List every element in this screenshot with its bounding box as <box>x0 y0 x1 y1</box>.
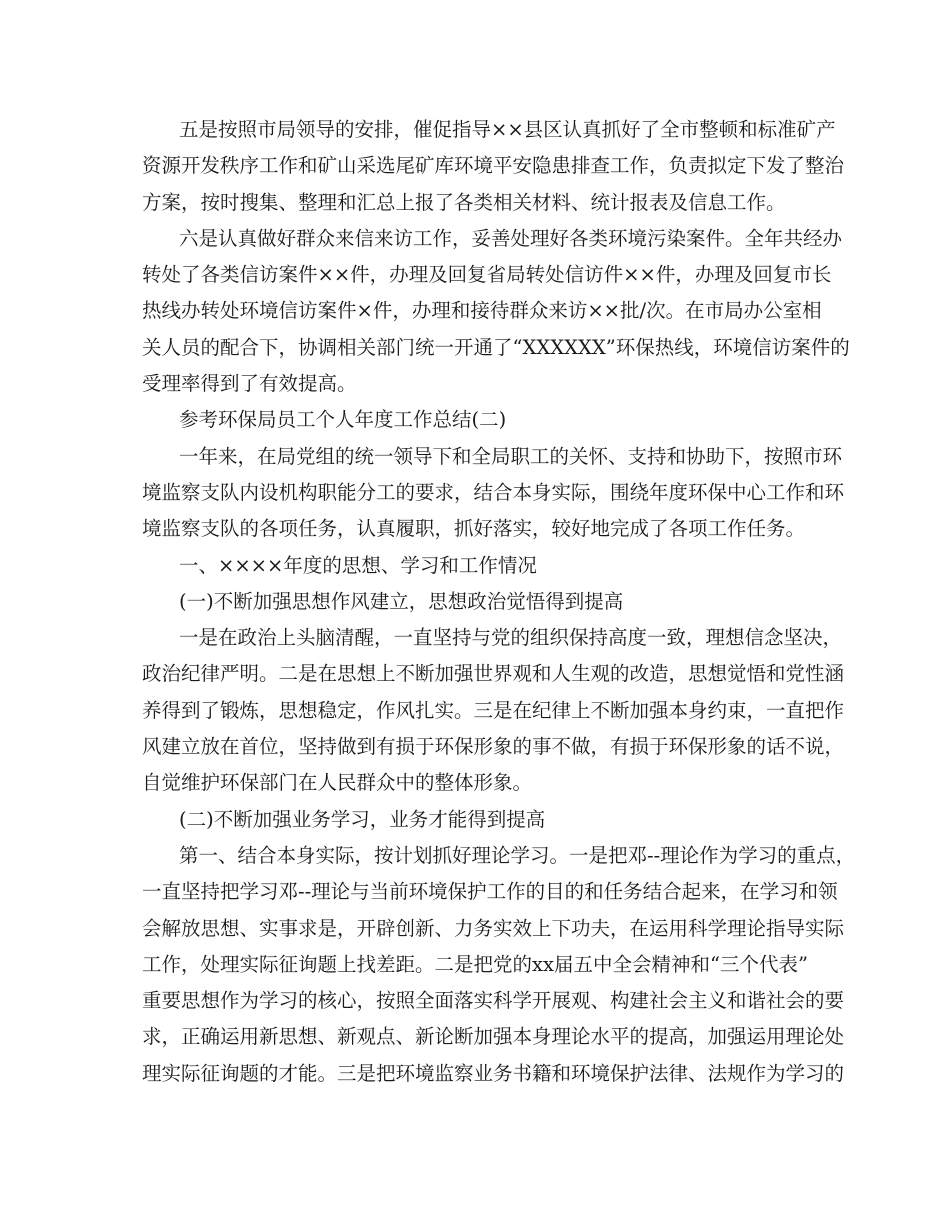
document-body <box>142 112 856 1092</box>
text-line: 重要思想作为学习的核心，按照全面落实科学开展观、构建社会主义和谐社会的要 <box>142 989 845 1013</box>
text-line: 会解放思想、实事求是，开辟创新、力务实效上下功夫，在运用科学理论指导实际 <box>142 916 845 940</box>
text-line: 境监察支队的各项任务，认真履职，抓好落实，较好地完成了各项工作任务。 <box>142 517 806 541</box>
text-line: 六是认真做好群众来信来访工作，妥善处理好各类环境污染案件。全年共经办 <box>179 226 843 250</box>
text-line: 第一、结合本身实际，按计划抓好理论学习。一是把邓--理论作为学习的重点， <box>179 843 856 867</box>
text-line: (二)不断加强业务学习，业务才能得到提高 <box>179 807 546 831</box>
text-line: 一年来，在局党组的统一领导下和全局职工的关怀、支持和协助下，按照市环 <box>179 444 843 468</box>
text-line: 关人员的配合下，协调相关部门统一开通了“XXXXXX”环保热线，环境信访案件的 <box>142 335 850 359</box>
text-line: 境监察支队内设机构职能分工的要求，结合本身实际，围绕年度环保中心工作和环 <box>142 480 845 504</box>
text-line: 风建立放在首位，坚持做到有损于环保形象的事不做，有损于环保形象的话不说， <box>142 735 845 759</box>
text-line: 养得到了锻炼，思想稳定，作风扎实。三是在纪律上不断加强本身约束，一直把作 <box>142 698 845 722</box>
text-line: 理实际征询题的才能。三是把环境监察业务书籍和环境保护法律、法规作为学习的 <box>142 1061 845 1085</box>
text-line: 一直坚持把学习邓--理论与当前环境保护工作的目的和任务结合起来，在学习和领 <box>142 880 838 904</box>
text-line: 求，正确运用新思想、新观点、新论断加强本身理论水平的提高，加强运用理论处 <box>142 1025 845 1049</box>
text-line: 热线办转处环境信访案件×件，办理和接待群众来访××批/次。在市局办公室相 <box>142 299 822 323</box>
text-line: 五是按照市局领导的安排，催促指导××县区认真抓好了全市整顿和标准矿产 <box>179 118 836 141</box>
text-line: 自觉维护环保部门在人民群众中的整体形象。 <box>142 771 533 795</box>
text-line: 参考环保局员工个人年度工作总结(二) <box>179 408 507 432</box>
text-line: 工作，处理实际征询题上找差距。二是把党的xx届五中全会精神和“三个代表” <box>142 952 808 976</box>
text-line: 一是在政治上头脑清醒，一直坚持与党的组织保持高度一致，理想信念坚决， <box>179 626 843 650</box>
text-line: 一、××××年度的思想、学习和工作情况 <box>179 553 537 577</box>
text-line: 受理率得到了有效提高。 <box>142 372 357 396</box>
text-line: 资源开发秩序工作和矿山采选尾矿库环境平安隐患排查工作，负责拟定下发了整治 <box>142 154 845 178</box>
text-line: 转处了各类信访案件××件，办理及回复省局转处信访件××件，办理及回复市长 <box>142 263 832 287</box>
text-line: (一)不断加强思想作风建立，思想政治觉悟得到提高 <box>179 589 624 613</box>
text-line: 方案，按时搜集、整理和汇总上报了各类相关材料、统计报表及信息工作。 <box>142 190 786 214</box>
text-line: 政治纪律严明。二是在思想上不断加强世界观和人生观的改造，思想觉悟和党性涵 <box>142 662 845 686</box>
